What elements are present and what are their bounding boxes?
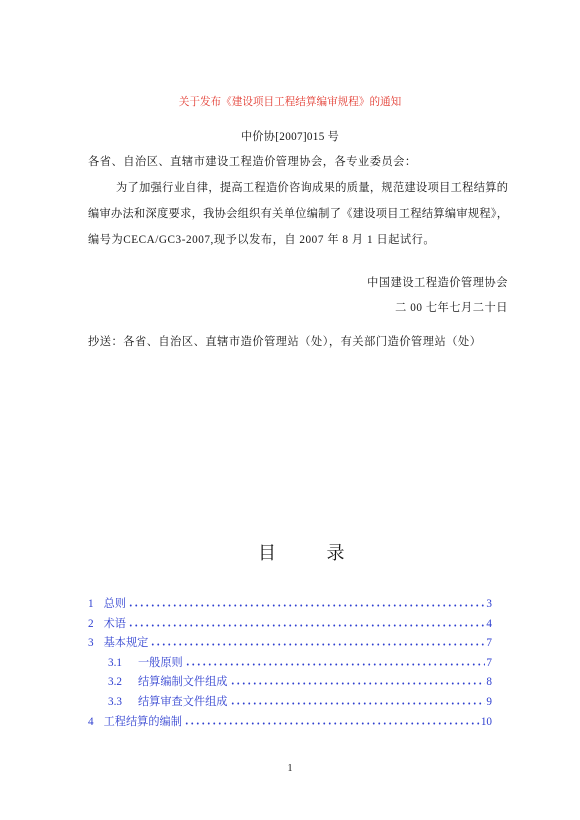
toc-entry-title: 术语 [103, 617, 126, 630]
toc-entry-terms[interactable] [88, 615, 492, 635]
toc-entry-number: 3.1 [108, 656, 122, 669]
document-number: 中价协[2007]015 号 [240, 131, 340, 143]
toc-entry-page: 7 [486, 637, 492, 650]
cc-recipients: 抄送：各省、自治区、直辖市造价管理站（处），有关部门造价管理站（处） [88, 336, 482, 348]
toc-entry-title: 一般原则 [137, 656, 183, 669]
toc-leader-dots [150, 643, 485, 646]
toc-entry-review-documents[interactable] [88, 693, 492, 713]
toc-entry-page: 4 [486, 617, 492, 630]
toc-entry-number: 3 [88, 637, 94, 650]
toc-leader-dots [230, 682, 486, 685]
toc-entry-page: 8 [486, 676, 492, 689]
toc-heading: 目 录 [258, 543, 345, 563]
toc-entry-title: 基本规定 [103, 637, 149, 650]
notice-body-line: 为了加强行业自律，提高工程造价咨询成果的质量，规范建设项目工程结算的 [116, 182, 508, 194]
toc-leader-dots [128, 624, 485, 627]
toc-entry-number: 1 [88, 598, 94, 610]
toc-entry-title: 工程结算的编制 [103, 715, 182, 728]
toc-leader-dots [184, 722, 480, 725]
toc-entry-page: 10 [480, 715, 492, 728]
notice-title: 关于发布《建设项目工程结算编审规程》的通知 [178, 97, 402, 108]
toc-leader-dots [128, 604, 485, 607]
toc-entry-preparation-documents[interactable] [88, 673, 492, 693]
notice-body-line: 编审办法和深度要求，我协会组织有关单位编制了《建设项目工程结算编审规程》， [88, 208, 508, 220]
toc-entry-page: 9 [486, 695, 492, 708]
toc-entry-general-provisions[interactable] [88, 595, 492, 615]
toc-entry-number: 3.2 [108, 676, 122, 689]
toc-entry-page: 3 [486, 598, 492, 610]
toc-entry-settlement-preparation[interactable] [88, 713, 492, 733]
page-number: 1 [287, 763, 293, 774]
toc-entry-number: 2 [88, 617, 94, 630]
toc-leader-dots [185, 663, 486, 666]
toc-leader-dots [230, 702, 486, 705]
notice-body-line: 编号为CECA/GC3-2007,现予以发布，自 2007 年 8 月 1 日起试行。 [88, 234, 436, 246]
issue-date: 二 00 七年七月二十日 [395, 302, 508, 314]
issuer-signature: 中国建设工程造价管理协会 [367, 277, 508, 289]
table-of-contents [88, 595, 492, 732]
toc-entry-page: 7 [486, 656, 492, 669]
toc-entry-title: 结算编制文件组成 [137, 676, 228, 689]
toc-entry-number: 3.3 [108, 695, 122, 708]
toc-entry-title: 结算审查文件组成 [137, 695, 228, 708]
salutation: 各省、自治区、直辖市建设工程造价管理协会，各专业委员会： [88, 156, 417, 168]
toc-entry-title: 总则 [103, 598, 126, 610]
toc-entry-general-principles[interactable] [88, 654, 492, 674]
toc-entry-basic-rules[interactable] [88, 634, 492, 654]
toc-entry-number: 4 [88, 715, 94, 728]
